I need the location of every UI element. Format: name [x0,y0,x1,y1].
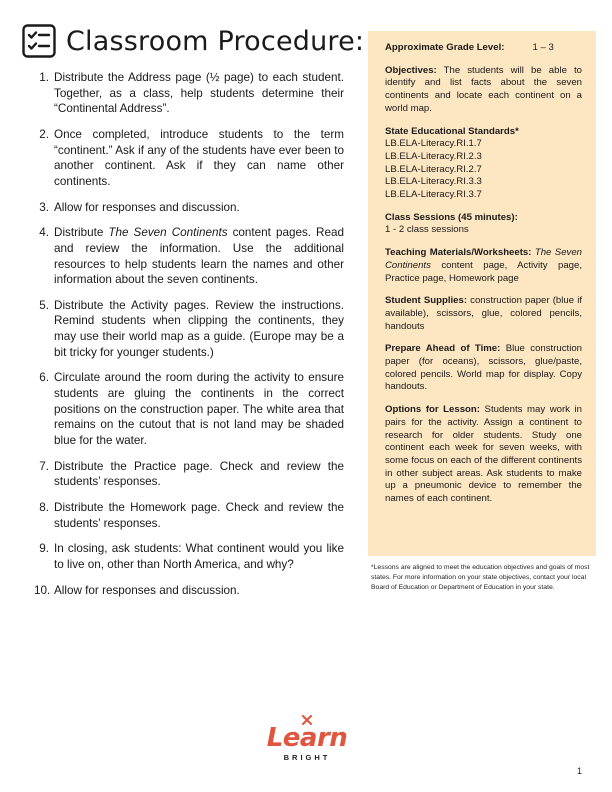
procedure-step [34,127,344,189]
sessions-text: 1 - 2 class sessions [385,224,469,236]
materials-label: Teaching Materials/Worksheets: [385,247,532,259]
standard-item: LB.ELA-Literacy.RI.3.7 [385,189,482,201]
procedure-step [34,200,344,216]
logo-word: Learn [266,723,348,753]
step-text: Distribute the Practice page. Check and review the students’ responses. [54,459,344,489]
step-text: Distribute the Activity pages. Review the instructions. Remind students when clipping the continents, they may use their world map as a guide. (Europe may be a bit tricky for younger students.) [54,298,344,359]
materials-text: content page, Activity page, Practice page, Homework page [385,259,582,284]
step-text-post: content pages. Read and review the information. Use the additional resources to help students learn the names and other information about the seven continents. [54,226,344,287]
procedure-step [34,459,344,490]
prepare-text: Blue construction paper (for oceans), scissors, glue/paste, colored pencils. World map for display. Copy handouts. [385,343,582,393]
step-number: 6. [39,371,49,385]
step-number: 10. [34,583,51,597]
standard-item: LB.ELA-Literacy.RI.2.3 [385,150,482,162]
procedure-step [34,541,344,572]
page-header [22,24,364,58]
procedure-step [34,225,344,287]
student-supplies [385,295,582,333]
objectives-label: Objectives: [385,64,437,76]
step-text: Distribute the Homework page. Check and review the students’ responses. [54,500,344,530]
lesson-info-sidebar [368,31,596,556]
learn-bright-logo [257,724,357,762]
step-number: 5. [39,298,49,312]
standards-footnote: *Lessons are aligned to meet the education objectives and goals of most states. For more information on your state objectives, contact your local Board of Education or Department of Education in your state. [371,564,590,591]
step-number: 9. [39,542,49,556]
standard-item: LB.ELA-Literacy.RI.3.3 [385,176,482,188]
step-text: Once completed, introduce students to the term “continent.” Ask if any of the students have ever been to another continent. Ask if they can name other continents. [54,127,344,188]
procedure-list [34,70,344,609]
step-number: 8. [39,500,49,514]
standards-label: State Educational Standards* [385,125,519,137]
grade-level [385,42,582,55]
logo-spark-icon [301,715,313,725]
step-text-italic: The Seven Continents [108,226,228,240]
teaching-materials [385,247,582,285]
procedure-step [34,583,344,599]
page-number: 1 [577,766,583,776]
step-number: 4. [39,226,49,240]
step-text: Circulate around the room during the activity to ensure students are gluing the continents in the correct positions on the construction paper. The white area that remains on the cutout that is not land may be shaded blue for the water. [54,371,344,447]
standard-item: LB.ELA-Literacy.RI.1.7 [385,138,482,150]
step-text: Allow for responses and discussion. [54,583,240,597]
grade-value: 1 – 3 [532,42,554,53]
prepare-label: Prepare Ahead of Time: [385,343,501,355]
step-text: In closing, ask students: What continent would you like to live on, other than North America, and why? [54,542,344,571]
logo-subword: BRIGHT [283,753,331,762]
supplies-label: Student Supplies: [385,295,468,307]
step-text: Allow for responses and discussion. [54,200,240,214]
procedure-step [34,298,344,360]
standard-item: LB.ELA-Literacy.RI.2.7 [385,163,482,175]
state-standards [385,126,582,202]
step-number: 7. [39,459,49,473]
objectives-text: The students will be able to identify and list facts about the seven continents and locate each continent on a world map. [385,64,582,114]
objectives [385,65,582,116]
lesson-options [385,404,582,506]
page-title: Classroom Procedure: [66,25,365,57]
step-text [54,225,344,287]
prepare-ahead [385,343,582,394]
class-sessions [385,212,582,237]
options-label: Options for Lesson: [385,404,480,416]
step-text-pre: Distribute [54,226,109,240]
procedure-step [34,70,344,117]
step-number: 3. [39,200,49,214]
grade-label: Approximate Grade Level: [385,42,505,53]
procedure-step [34,370,344,448]
materials-italic: The Seven Continents [385,247,582,271]
step-number: 2. [39,127,49,141]
options-text: Students may work in pairs for the activity. Assign a continent to research for older students. Study one continent each week for seven weeks, with some focus on each of the different continents in other subject areas. Ask students to make up a pneumonic device to remember the names of each continent. [385,404,582,505]
procedure-step [34,500,344,531]
supplies-text: construction paper (blue if available), scissors, glue, colored pencils, handouts [385,295,582,332]
step-number: 1. [39,71,49,84]
checklist-icon [22,24,56,58]
sessions-label: Class Sessions (45 minutes): [385,211,518,223]
step-text: Distribute the Address page (½ page) to each student. Together, as a class, help students determine their “Continental Address”. [54,71,344,116]
